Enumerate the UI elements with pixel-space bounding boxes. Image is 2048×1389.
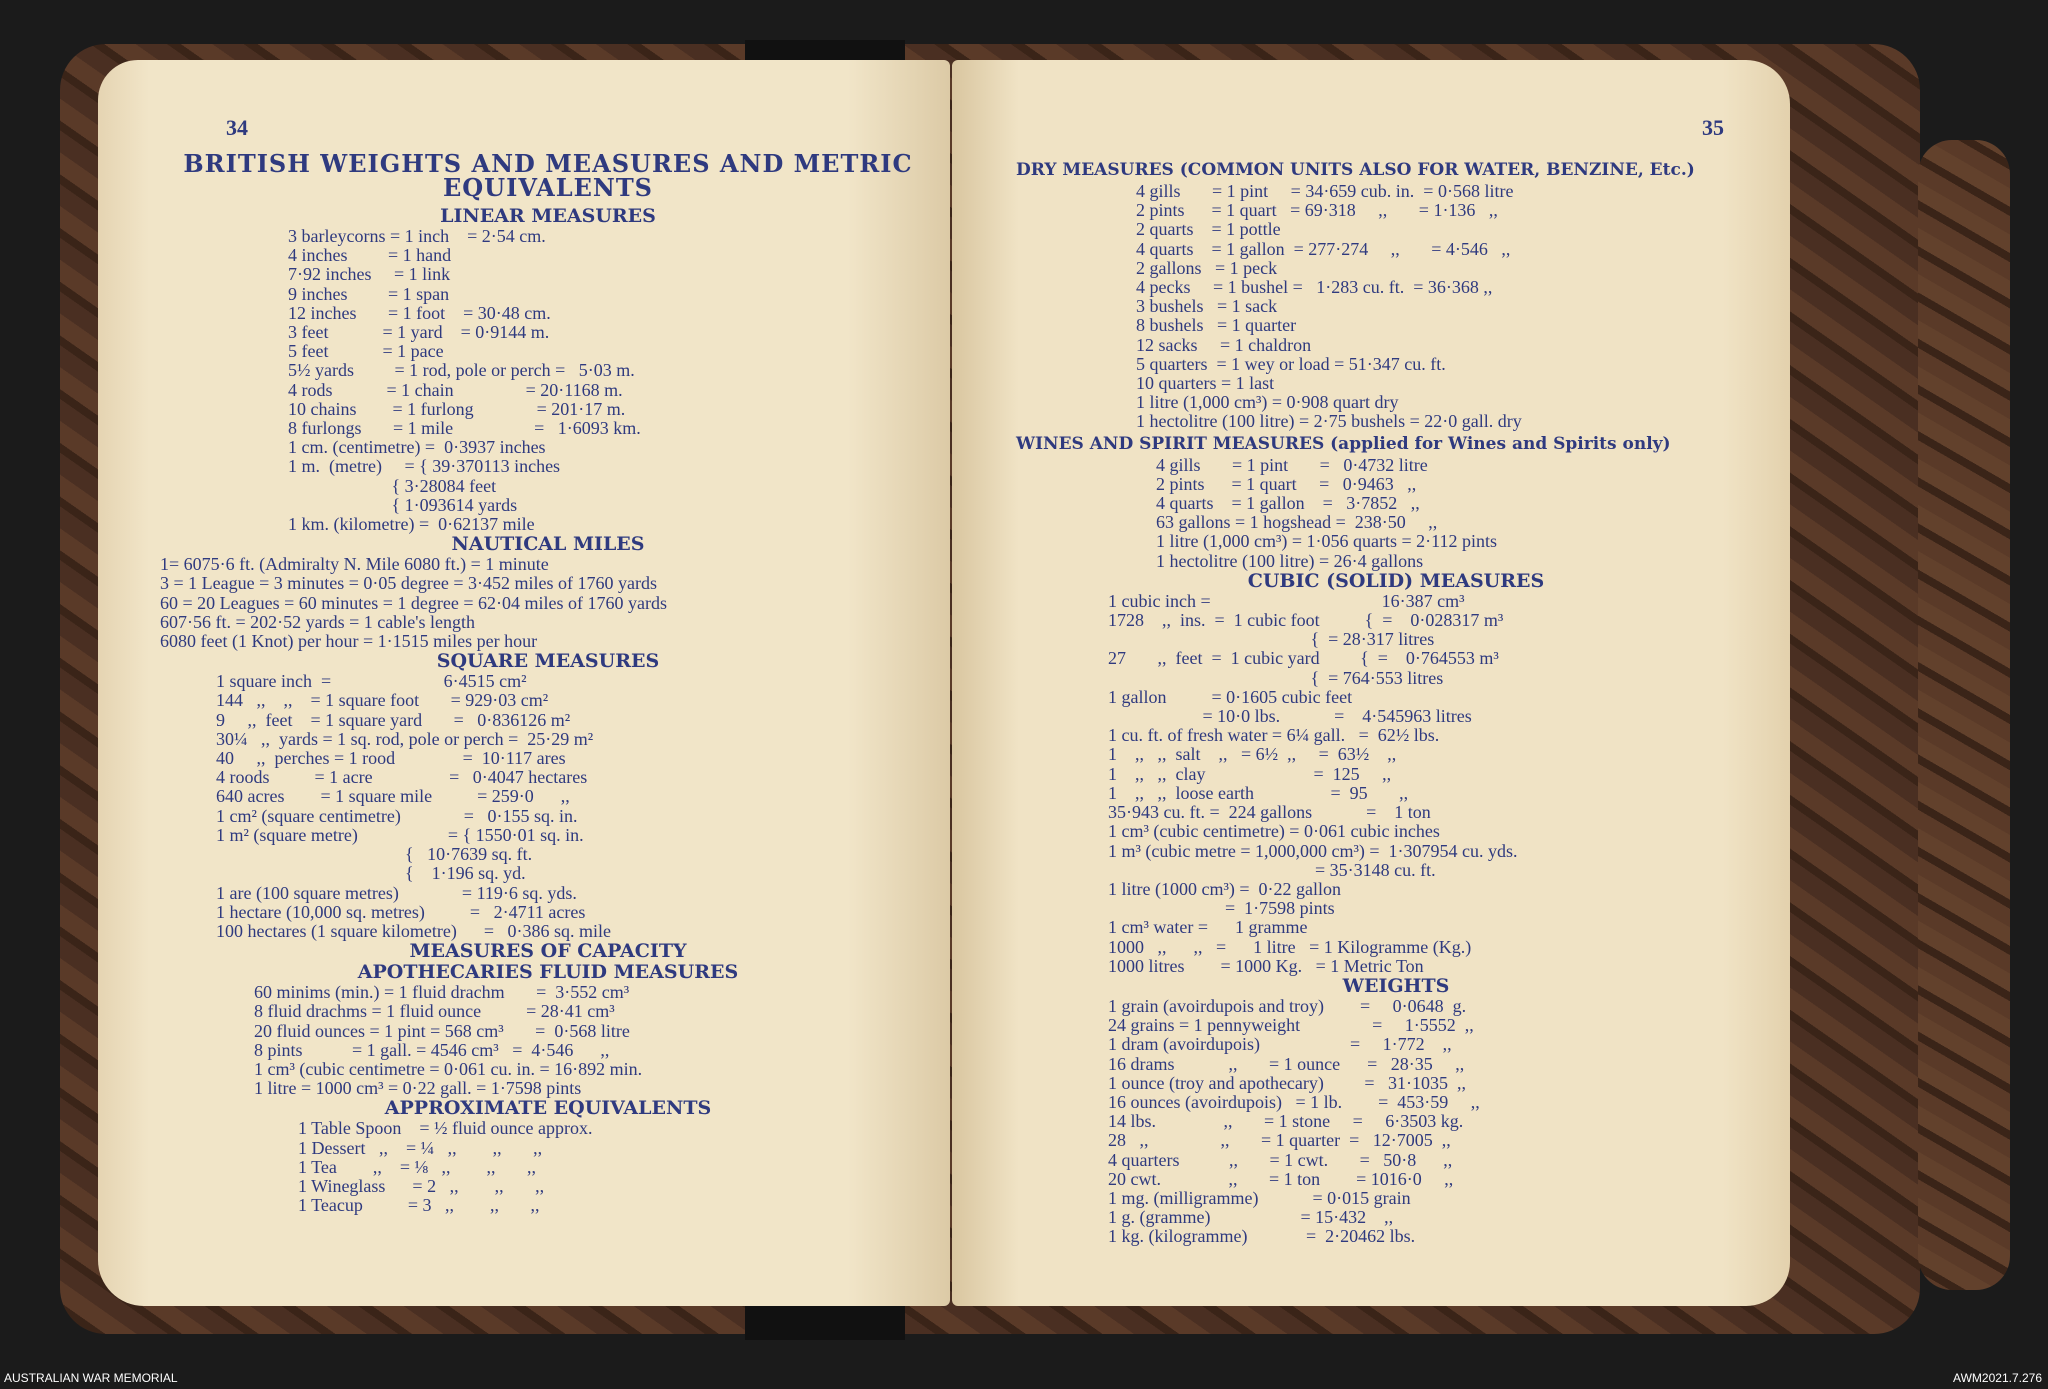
table-row: 1 m³ (cubic metre = 1,000,000 cm³) = 1·307954 cu. yds. — [1108, 840, 1518, 861]
table-row: 640 acres = 1 square mile = 259·0 ,, — [216, 786, 570, 807]
table-row: 144 ,, ,, = 1 square foot = 929·03 cm² — [216, 690, 549, 711]
table-row: 1 litre = 1000 cm³ = 0·22 gall. = 1·7598 pints — [254, 1078, 582, 1099]
table-row: 8 bushels = 1 quarter — [1136, 315, 1297, 336]
weights-table — [1016, 997, 1776, 1247]
section-heading-cubic: CUBIC (SOLID) MEASURES — [1247, 569, 1545, 592]
table-row: 2 gallons = 1 peck — [1136, 257, 1278, 278]
section-heading-approximate: APPROXIMATE EQUIVALENTS — [384, 1097, 712, 1120]
table-row: 1 cm³ (cubic centimetre) = 0·061 cubic inches — [1108, 821, 1440, 842]
table-row: 9 ,, feet = 1 square yard = 0·836126 m² — [216, 709, 571, 730]
table-row: 9 inches = 1 span — [288, 283, 450, 304]
table-row: 60 minims (min.) = 1 fluid drachm = 3·552 cm³ — [254, 982, 630, 1003]
table-row: 1 litre (1000 cm³) = 0·22 gallon — [1108, 878, 1341, 899]
table-row: 4 quarters ,, = 1 cwt. = 50·8 ,, — [1108, 1149, 1453, 1170]
section-subheading-apothecaries: APOTHECARIES FLUID MEASURES — [357, 961, 739, 984]
table-row: { 1·093614 yards — [288, 494, 518, 515]
table-row: 1 litre (1,000 cm³) = 0·908 quart dry — [1136, 392, 1399, 413]
footer-credit: AUSTRALIAN WAR MEMORIAL — [4, 1371, 178, 1385]
table-row: 1 Dessert ,, = ¼ ,, ,, ,, — [298, 1137, 543, 1158]
table-row: 4 quarts = 1 gallon = 277·274 ,, = 4·546 ,, — [1136, 238, 1511, 259]
table-row: 7·92 inches = 1 link — [288, 264, 451, 285]
table-row: 1 cm³ water = 1 gramme — [1108, 917, 1308, 938]
section-heading-linear: LINEAR MEASURES — [440, 205, 656, 227]
section-heading-weights: WEIGHTS — [1342, 974, 1450, 997]
page-number: 35 — [1702, 115, 1724, 140]
table-row: { 3·28084 feet — [288, 475, 497, 496]
table-row: 1 g. (gramme) = 15·432 ,, — [1108, 1207, 1394, 1228]
cubic-measures-table — [1016, 592, 1776, 976]
table-row: 1 Table Spoon = ½ fluid ounce approx. — [298, 1118, 593, 1139]
table-row: 1728 ,, ins. = 1 cubic foot { = 0·028317 m³ — [1108, 610, 1504, 631]
table-row: { 10·7639 sq. ft. — [216, 844, 533, 865]
table-row: 20 fluid ounces = 1 pint = 568 cm³ = 0·568 litre — [254, 1020, 630, 1041]
wines-spirit-table — [1016, 456, 1776, 571]
table-row: 1 hectare (10,000 sq. metres) = 2·4711 acres — [216, 901, 586, 922]
table-row: 4 roods = 1 acre = 0·4047 hectares — [216, 767, 588, 788]
table-row: 3 bushels = 1 sack — [1136, 296, 1278, 317]
table-row: 1 km. (kilometre) = 0·62137 mile — [288, 514, 535, 535]
table-row: 5½ yards = 1 rod, pole or perch = 5·03 m. — [288, 360, 635, 381]
table-row: 8 furlongs = 1 mile = 1·6093 km. — [288, 418, 641, 439]
table-row: 3 = 1 League = 3 minutes = 0·05 degree = 3·452 miles of 1760 yards — [160, 573, 657, 594]
table-row: 10 quarters = 1 last — [1136, 373, 1275, 394]
table-row: 1 Wineglass = 2 ,, ,, ,, — [298, 1175, 545, 1196]
table-row: 12 sacks = 1 chaldron — [1136, 334, 1312, 355]
table-row: 1 m² (square metre) = { 1550·01 sq. in. — [216, 824, 584, 845]
table-row: 12 inches = 1 foot = 30·48 cm. — [288, 302, 551, 323]
table-row: 5 quarters = 1 wey or load = 51·347 cu. ft. — [1136, 353, 1446, 374]
right-page — [952, 60, 1790, 1306]
section-heading-dry: DRY MEASURES (COMMON UNITS ALSO FOR WATER, BENZINE, Etc.) — [1016, 160, 1695, 180]
table-row: 1 cubic inch = 16·387 cm³ — [1108, 590, 1465, 611]
table-row: 4 inches = 1 hand — [288, 245, 452, 266]
table-row: 1000 litres = 1000 Kg. = 1 Metric Ton — [1108, 955, 1424, 976]
table-row: 28 ,, ,, = 1 quarter = 12·7005 ,, — [1108, 1130, 1451, 1151]
table-row: 1 ounce (troy and apothecary) = 31·1035 ,, — [1108, 1072, 1467, 1093]
table-row: 2 quarts = 1 pottle — [1136, 219, 1281, 240]
page-title: BRITISH WEIGHTS AND MEASURES AND METRIC EQUIVALENTS — [183, 149, 913, 202]
table-row: 1 ,, ,, loose earth = 95 ,, — [1108, 782, 1409, 803]
table-row: 35·943 cu. ft. = 224 gallons = 1 ton — [1108, 802, 1431, 823]
table-row: 5 feet = 1 pace — [288, 341, 444, 362]
table-row: 100 hectares (1 square kilometre) = 0·386 sq. mile — [216, 920, 612, 941]
table-row: 1 kg. (kilogramme) = 2·20462 lbs. — [1108, 1226, 1416, 1247]
table-row: 607·56 ft. = 202·52 yards = 1 cable's length — [160, 611, 475, 632]
left-page — [98, 60, 950, 1306]
table-row: 14 lbs. ,, = 1 stone = 6·3503 kg. — [1108, 1111, 1464, 1132]
table-row: = 1·7598 pints — [1108, 898, 1335, 919]
left-page-content — [158, 149, 938, 1216]
table-row: 3 feet = 1 yard = 0·9144 m. — [288, 322, 550, 343]
table-row: 16 ounces (avoirdupois) = 1 lb. = 453·59 ,, — [1108, 1091, 1480, 1112]
table-row: 4 pecks = 1 bushel = 1·283 cu. ft. = 36·368 ,, — [1136, 277, 1493, 298]
table-row: 1 m. (metre) = { 39·370113 inches — [288, 456, 561, 477]
table-row: 63 gallons = 1 hogshead = 238·50 ,, — [1156, 512, 1438, 533]
table-row: 1 cm² (square centimetre) = 0·155 sq. in. — [216, 805, 578, 826]
table-row: 1000 ,, ,, = 1 litre = 1 Kilogramme (Kg.) — [1108, 936, 1472, 957]
linear-measures-table — [158, 227, 938, 534]
table-row: 1 hectolitre (100 litre) = 26·4 gallons — [1156, 550, 1424, 571]
table-row: { = 764·553 litres — [1108, 667, 1444, 688]
approximate-equivalents-table — [158, 1119, 938, 1215]
table-row: 1 Tea ,, = ⅛ ,, ,, ,, — [298, 1156, 537, 1177]
table-row: 1= 6075·6 ft. (Admiralty N. Mile 6080 ft.) = 1 minute — [160, 554, 549, 575]
section-heading-square: SQUARE MEASURES — [436, 650, 660, 673]
table-row: 16 drams ,, = 1 ounce = 28·35 ,, — [1108, 1053, 1465, 1074]
table-row: 40 ,, perches = 1 rood = 10·117 ares — [216, 748, 566, 769]
dry-measures-table — [1016, 182, 1776, 432]
table-row: 1 are (100 square metres) = 119·6 sq. yds. — [216, 882, 577, 903]
square-measures-table — [158, 672, 938, 941]
table-row: = 10·0 lbs. = 4·545963 litres — [1108, 706, 1472, 727]
table-row: { = 28·317 litres — [1108, 629, 1435, 650]
table-row: 1 cm³ (cubic centimetre = 0·061 cu. in. = 16·892 min. — [254, 1058, 643, 1079]
table-row: 1 square inch = 6·4515 cm² — [216, 671, 527, 692]
table-row: 1 dram (avoirdupois) = 1·772 ,, — [1108, 1034, 1452, 1055]
table-row: 1 Teacup = 3 ,, ,, ,, — [298, 1195, 540, 1216]
table-row: 4 gills = 1 pint = 34·659 cub. in. = 0·568 litre — [1136, 181, 1514, 201]
table-row: 8 pints = 1 gall. = 4546 cm³ = 4·546 ,, — [254, 1039, 610, 1060]
table-row: 4 quarts = 1 gallon = 3·7852 ,, — [1156, 493, 1420, 514]
table-row: 2 pints = 1 quart = 69·318 ,, = 1·136 ,, — [1136, 200, 1498, 221]
fluid-measures-table — [158, 983, 938, 1098]
table-row: 4 rods = 1 chain = 20·1168 m. — [288, 379, 623, 400]
table-row: 8 fluid drachms = 1 fluid ounce = 28·41 cm³ — [254, 1001, 615, 1022]
page-number: 34 — [226, 115, 248, 140]
table-row: 10 chains = 1 furlong = 201·17 m. — [288, 398, 626, 419]
table-row: 1 litre (1,000 cm³) = 1·056 quarts = 2·112 pints — [1156, 531, 1497, 552]
leather-strap — [1918, 140, 2010, 1290]
section-heading-capacity: MEASURES OF CAPACITY — [409, 940, 687, 963]
table-row: 6080 feet (1 Knot) per hour = 1·1515 miles per hour — [160, 631, 538, 652]
table-row: 1 ,, ,, clay = 125 ,, — [1108, 763, 1392, 784]
table-row: = 35·3148 cu. ft. — [1108, 859, 1436, 880]
table-row: 1 ,, ,, salt ,, = 6½ ,, = 63½ ,, — [1108, 744, 1397, 765]
nautical-miles-table — [158, 555, 938, 651]
section-heading-wines: WINES AND SPIRIT MEASURES (applied for Wines and Spirits only) — [1016, 433, 1671, 454]
table-row: 20 cwt. ,, = 1 ton = 1016·0 ,, — [1108, 1168, 1454, 1189]
table-row: 4 gills = 1 pint = 0·4732 litre — [1156, 454, 1428, 475]
table-row: 1 gallon = 0·1605 cubic feet — [1108, 686, 1353, 707]
right-page-content — [1016, 158, 1776, 1247]
table-row: 1 cu. ft. of fresh water = 6¼ gall. = 62½ lbs. — [1108, 725, 1440, 746]
table-row: 60 = 20 Leagues = 60 minutes = 1 degree = 62·04 miles of 1760 yards — [160, 592, 668, 613]
table-row: 24 grains = 1 pennyweight = 1·5552 ,, — [1108, 1015, 1474, 1036]
section-heading-nautical: NAUTICAL MILES — [451, 533, 645, 556]
footer-accession-number: AWM2021.7.276 — [1953, 1371, 2042, 1385]
table-row: 2 pints = 1 quart = 0·9463 ,, — [1156, 473, 1417, 494]
table-row: 1 mg. (milligramme) = 0·015 grain — [1108, 1187, 1411, 1208]
table-row: 27 ,, feet = 1 cubic yard { = 0·764553 m³ — [1108, 648, 1499, 669]
table-row: 1 cm. (centimetre) = 0·3937 inches — [288, 437, 546, 458]
table-row: { 1·196 sq. yd. — [216, 863, 526, 884]
table-row: 1 grain (avoirdupois and troy) = 0·0648 g. — [1108, 995, 1467, 1016]
table-row: 1 hectolitre (100 litre) = 2·75 bushels = 22·0 gall. dry — [1136, 411, 1522, 432]
table-row: 3 barleycorns = 1 inch = 2·54 cm. — [288, 226, 546, 246]
table-row: 30¼ ,, yards = 1 sq. rod, pole or perch = 25·29 m² — [216, 728, 594, 749]
